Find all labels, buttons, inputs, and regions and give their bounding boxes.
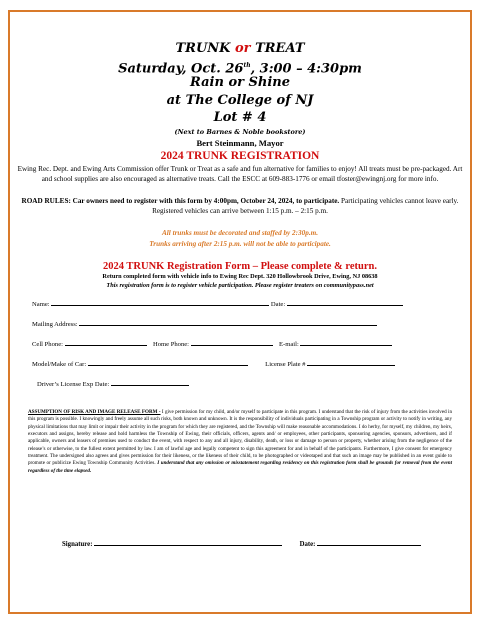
phone-email-row: [32, 339, 452, 349]
late-arrival-notice: Trunks arriving after 2:15 p.m. will not be able to participate.: [149, 240, 331, 248]
license-exp-label: Driver’s License Exp Date:: [37, 381, 110, 388]
date-prefix: Saturday, Oct. 26: [118, 61, 244, 77]
email-field[interactable]: [300, 339, 392, 346]
name-field[interactable]: [51, 299, 269, 306]
release-tail: I understand that any omission or misstatement regarding residency on this registration form shall be grounds for removal from the event regardless of the time elapsed.: [28, 460, 452, 474]
license-exp-field[interactable]: [111, 379, 189, 386]
return-instructions: Return completed form with vehicle info to Ewing Rec Dept. 320 Hollowbrook Drive, Ewing, NJ 08638: [102, 273, 378, 280]
mailing-address-label: Mailing Address:: [32, 321, 78, 328]
rain-or-shine: Rain or Shine: [190, 75, 290, 90]
road-rules-bold: ROAD RULES: Car owners need to register with this form by 4:00pm, October 24, 2024, to participate.: [21, 197, 340, 205]
register-note: This registration form is to register vehicle participation. Please register treaters on communitypass.net: [106, 282, 374, 289]
date-time: , 3:00 – 4:30pm: [250, 61, 362, 77]
intro-text: Ewing Rec. Dept. and Ewing Arts Commission offer Trunk or Treat as a safe and fun alternative for families to enjoy! All treats must be pre-packaged. Art and school supplies are also encouraged as alternative treats. Call the ESCC at 609-883-1776 or email tfoster@ewingnj.org for more info.: [17, 165, 463, 184]
license-plate-label: License Plate #: [265, 361, 306, 368]
road-rules-rest: Participating vehicles cannot leave early. Registered vehicles can arrive between 1:15 p.m. – 2:15 p.m.: [152, 197, 459, 216]
cell-phone-label: Cell Phone:: [32, 341, 63, 348]
title-trunk: TRUNK: [175, 41, 231, 56]
name-date-row: [32, 299, 452, 309]
release-heading: ASSUMPTION OF RISK AND IMAGE RELEASE FORM -: [28, 409, 161, 415]
license-exp-row: [37, 379, 457, 389]
model-make-label: Model/Make of Car:: [32, 361, 87, 368]
release-body: I give permission for my child, and/or myself to participate in this program. I understand that the risk of injury from the activities involved in this program is possible. I knowingly and freely assume all such risks, both known and unknown. It is the responsibility of individuals participating in a Township program or activity to notify in writing, any physical limitations that may limit or impair their activity in the program for which they are registered, and the Township will make reasonable accommodations. I do herby, for myself, my children, my heirs, executors and assigns, hereby release and hold harmless the Township of Ewing, their officials, officers, agents and/ or employees, other participants, sponsoring agencies, sponsors, advertisers, and if applicable, owners and leasers of premises used to conduct the event, with respect to any and all injury, disability, death, or loss or damage to person or property, whether arising from the negligence of the release’s or otherwise, to the fullest extent permitted by law. I am of lawful age and legally competent to sign this agreement for and in behalf of the participants. Furthermore, I give consent for emergency treatment. The undersigned also agrees and gives permission for their likeness, or the likeness of their child, to be photographed or videotaped and that such an image may be published in an event guide to promote or publicize Ewing Township Community Activities.: [28, 409, 452, 467]
signature-date-label: Date:: [299, 541, 316, 548]
location-note: (Next to Barnes & Noble bookstore): [174, 128, 306, 136]
mailing-address-field[interactable]: [79, 319, 377, 326]
signature-date-field[interactable]: [317, 539, 421, 546]
mayor-name: Bert Steinmann, Mayor: [196, 138, 284, 148]
home-phone-label: Home Phone:: [152, 341, 190, 348]
signature-row: [62, 539, 442, 549]
date-label: Date:: [270, 301, 286, 308]
event-date: [10, 58, 470, 76]
email-label: E-mail:: [279, 341, 299, 348]
signature-field[interactable]: [94, 539, 282, 546]
event-location: at The College of NJ: [166, 93, 314, 108]
title-or: or: [235, 41, 251, 56]
event-lot: Lot # 4: [213, 110, 267, 125]
title-treat: TREAT: [255, 41, 305, 56]
date-suffix: th: [243, 62, 251, 69]
signature-label: Signature:: [62, 541, 93, 548]
vehicle-row: [32, 359, 452, 369]
cell-phone-field[interactable]: [65, 339, 147, 346]
model-make-field[interactable]: [88, 359, 248, 366]
name-label: Name:: [32, 301, 50, 308]
event-title: [10, 41, 470, 56]
date-field[interactable]: [287, 299, 403, 306]
release-text: [28, 409, 452, 475]
decoration-notice: All trunks must be decorated and staffed by 2:30p.m.: [162, 229, 318, 237]
license-plate-field[interactable]: [307, 359, 395, 366]
mailing-address-row: [32, 319, 452, 329]
form-title: 2024 TRUNK Registration Form – Please complete & return.: [102, 261, 377, 272]
road-rules: [14, 196, 466, 216]
home-phone-field[interactable]: [191, 339, 273, 346]
registration-title: 2024 TRUNK REGISTRATION: [160, 150, 320, 162]
